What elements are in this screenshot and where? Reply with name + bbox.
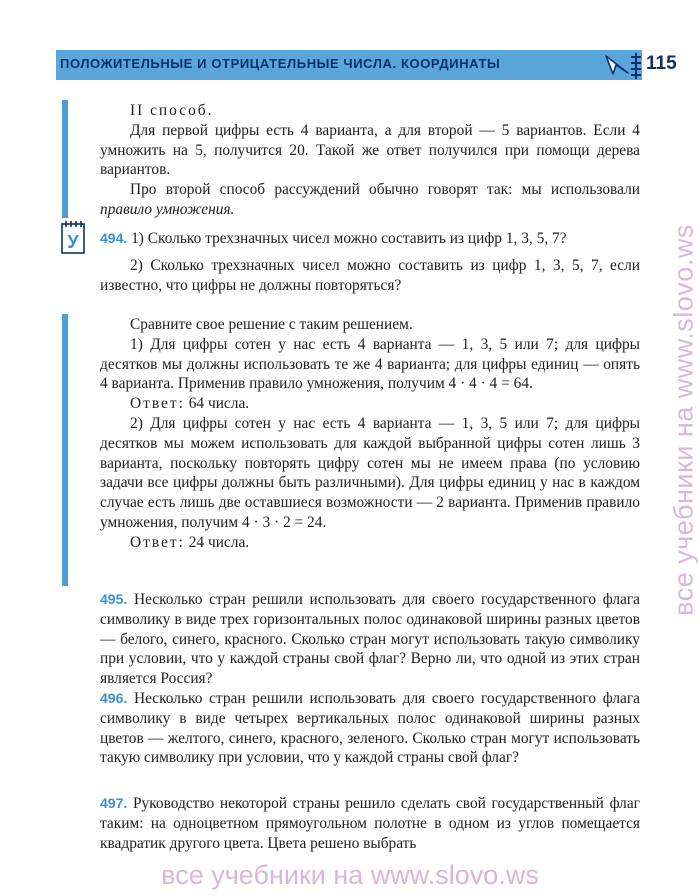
- answer-label: Ответ:: [130, 395, 185, 413]
- problem-494: [100, 229, 640, 295]
- page-header: [56, 50, 677, 80]
- margin-bar: [62, 100, 68, 218]
- solution-494: [100, 315, 640, 553]
- page-number: 115: [646, 53, 677, 74]
- multiplication-rule-term: правило умножения.: [100, 200, 235, 218]
- method-heading: II способ.: [130, 102, 214, 119]
- answer-1: [100, 394, 640, 414]
- problem-number: 497.: [100, 795, 128, 811]
- answer-2: [100, 533, 640, 553]
- problem-number: 494.: [100, 230, 128, 246]
- method-two-section: [100, 101, 640, 220]
- arrow-pointer-icon: [604, 53, 630, 77]
- problem-496-text: Несколько стран решили использовать для своего государственного флага символику в виде четырех вертикальных полос одинаковой ширины разных цветов — желтого, синего, красного, зеленого. Сколько стран могут использовать такую символику при условии, что у каждой страны свой флаг?: [100, 690, 640, 767]
- problem-494-q2: 2) Сколько трехзначных чисел можно составить из цифр 1, 3, 5, 7, если известно, что цифры не должны повторяться?: [100, 256, 640, 294]
- method-paragraph: Для первой цифры есть 4 варианта, а для второй — 5 вариантов. Если 4 умножить на 5, получится 20. Такой же ответ получился при помощи дерева вариантов.: [100, 121, 640, 179]
- method-rule-paragraph: [100, 180, 640, 220]
- problem-495: [100, 590, 640, 689]
- method-rule-text: Про второй способ рассуждений обычно говорят так: мы использовали: [130, 181, 640, 199]
- problem-497-text: Руководство некоторой страны решило сделать свой государственный флаг таким: на одноцветном прямоугольном полотне в одном из углов помещается квадратик другого цвета. Цвета решено выбрать: [100, 795, 640, 852]
- answer-1-value: 64 числа.: [188, 395, 250, 413]
- answer-2-value: 24 числа.: [188, 533, 250, 551]
- problem-495-text: Несколько стран решили использовать для своего государственного флага символику в виде трех горизонтальных полос одинаковой ширины разных цветов — белого, синего, красного. Сколько стран могут использовать такую символику при условии, что у каждой страны свой флаг? Верно ли, что одной из этих стран является Россия?: [100, 591, 640, 688]
- problem-number: 495.: [100, 591, 128, 607]
- watermark-side: все учебники на www.slovo.ws: [668, 224, 699, 616]
- solution-intro: Сравните свое решение с таким решением.: [130, 316, 413, 333]
- solution-part-2: 2) Для цифры сотен у нас есть 4 варианта — 1, 3, 5 или 7; для цифры десятков мы можем использовать для каждой выбранной цифры сотен лишь 3 варианта, поскольку повторять цифру сотен мы не имеем права (по условию задачи все цифры должны быть различными). Для цифры единиц у нас в каждом случае есть лишь две оставшиеся возможности — 2 варианта. Применив правило умножения, получим 4 · 3 · 2 = 24.: [100, 414, 640, 531]
- problem-number: 496.: [100, 690, 128, 706]
- problem-494-q1-text: 1) Сколько трехзначных чисел можно составить из цифр 1, 3, 5, 7?: [131, 230, 567, 247]
- notepad-letter: У: [67, 232, 79, 252]
- problem-497-text-block: [100, 794, 640, 853]
- watermark-bottom: все учебники на www.slovo.ws: [161, 860, 539, 890]
- problem-494-q1: [100, 229, 640, 249]
- chapter-title: ПОЛОЖИТЕЛЬНЫЕ И ОТРИЦАТЕЛЬНЫЕ ЧИСЛА. КООРДИНАТЫ: [60, 56, 501, 71]
- problem-496: [100, 689, 640, 768]
- problem-495-text-block: [100, 590, 640, 689]
- problem-497: [100, 794, 640, 853]
- margin-bar: [62, 314, 68, 586]
- solution-part-1: 1) Для цифры сотен у нас есть 4 варианта — 1, 3, 5 или 7; для цифры десятков мы должны использовать те же 4 варианта; для цифры единиц — опять 4 варианта. Применив правило умножения, получим 4 · 4 · 4 = 64.: [100, 335, 640, 393]
- notebook-spiral-icon: [629, 52, 643, 80]
- problem-496-text-block: [100, 689, 640, 768]
- notepad-u-icon: [61, 220, 85, 254]
- answer-label: Ответ:: [130, 533, 185, 551]
